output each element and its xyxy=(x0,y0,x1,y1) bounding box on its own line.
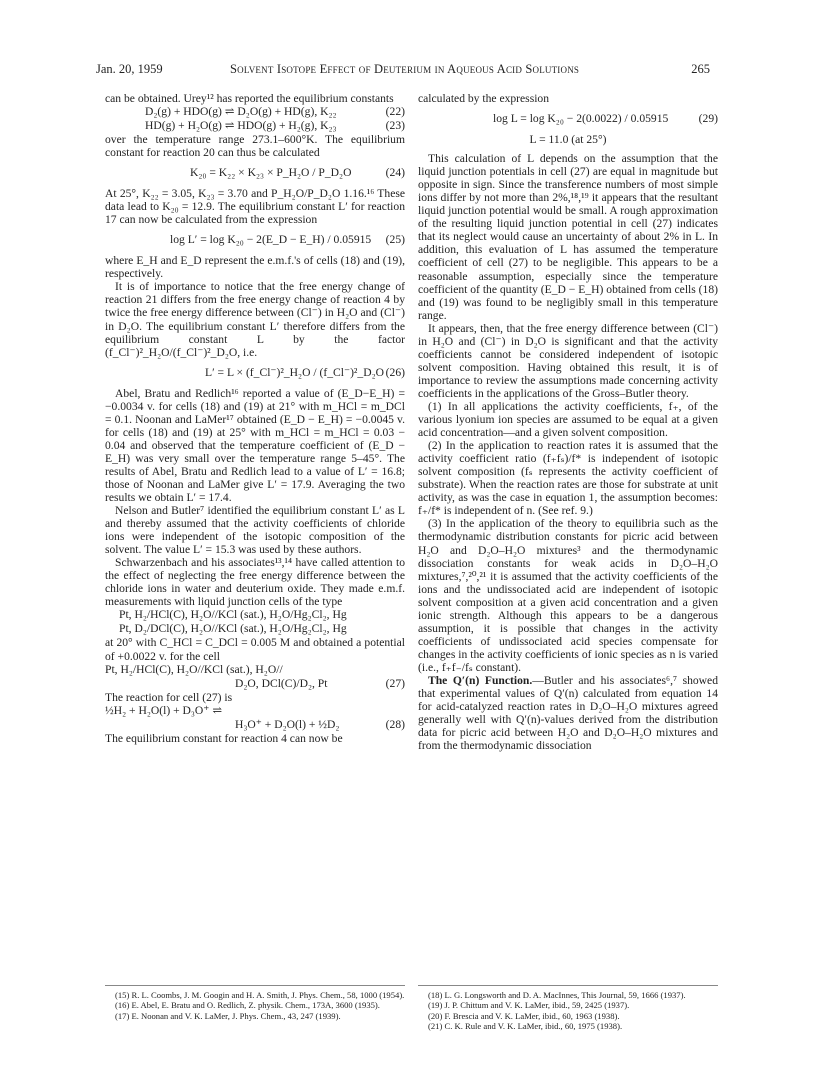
paragraph: This calculation of L depends on the assumption that the liquid junction potentials in cell (27) are equal in magnitude but opposite in sign. Since the transference numbers of most simple ions differ by not more than 2%,¹⁸,¹⁹ it appears that the resultant liquid junction potential would be small. A rough approximation of the resulting liquid junction potential in cell (27) indicates that its neglect would cause an uncertainty of about 2% in L. In addition, this evaluation of L has assumed the temperature coefficient of cell (27) to be negligible. This appears to be a reasonable assumption, especially since the temperature coefficient of the quantity (E_D − E_H) obtained from cells (18) and (19) was found to be negligibly small in this temperature range. xyxy=(418,152,718,322)
paragraph: can be obtained. Urey¹² has reported the equilibrium constants xyxy=(105,92,394,105)
footnote-rule xyxy=(105,985,405,986)
paragraph: over the temperature range 273.1–600°K. The equilibrium constant for reaction 20 can thus be calculated xyxy=(105,133,405,160)
section-run-in: The Q′(n) Function. xyxy=(428,673,533,687)
equation-22: D₂(g) + HDO(g) ⇌ D₂O(g) + HD(g), K₂₂ (22) xyxy=(145,105,405,119)
equation-26: L′ = L × (f_Cl⁻)²_H₂O / (f_Cl⁻)²_D₂O (26) xyxy=(205,365,405,379)
equation-28-cont: H₃O⁺ + D₂O(l) + ½D₂ (28) xyxy=(235,717,405,731)
paragraph: At 25°, K₂₂ = 3.05, K₂₃ = 3.70 and P_H₂O/P_D₂O 1.16.¹⁶ These data lead to K₂₀ = 12.9. The equilibrium constant L′ for reaction 17 can now be calculated from the expression xyxy=(105,187,405,227)
left-column xyxy=(105,92,405,745)
right-footnotes xyxy=(418,990,718,1032)
paragraph: The Q′(n) Function.—Butler and his associates⁶,⁷ showed that experimental values of Q′(n) calculated from equation 14 for acid-catalyzed reaction rates in D₂O–H₂O mixtures agreed generally well with Q′(n)-values derived from the distribution data for picric acid between H₂O and D₂O–H₂O mixtures and from the thermodynamic dissociation xyxy=(418,673,718,753)
paragraph: The equilibrium constant for reaction 4 can now be xyxy=(105,731,343,745)
cell-27: Pt, H₂/HCl(C), H₂O//KCl (sat.), H₂O// xyxy=(105,662,283,676)
equation-28: ½H₂ + H₂O(l) + D₃O⁺ ⇌ xyxy=(105,703,223,717)
cell-27-cont: D₂O, DCl(C)/D₂, Pt (27) xyxy=(235,676,405,690)
footnote: (17) E. Noonan and V. K. LaMer, J. Phys. Chem., 43, 247 (1939). xyxy=(115,1010,341,1021)
page-number: 265 xyxy=(691,62,710,76)
footnote: (18) L. G. Longsworth and D. A. MacInnes, This Journal, 59, 1666 (1937). xyxy=(428,990,686,1000)
paragraph: It appears, then, that the free energy difference between (Cl⁻) in H₂O and (Cl⁻) in D₂O is significant and that the activity coefficients cannot be considered independent of isotopic solvent composition. Having obtained this result, it is of importance to review the assumptions made concerning activity coefficients in the applications of the Gross–Butler theory. xyxy=(418,321,718,400)
cell-formula: Pt, D₂/DCl(C), H₂O//KCl (sat.), H₂O/Hg₂Cl₂, Hg xyxy=(119,622,347,636)
paragraph: at 20° with C_HCl = C_DCl = 0.005 M and obtained a potential of +0.0022 v. for the cell xyxy=(105,636,405,663)
running-header xyxy=(96,62,710,80)
running-title: Solvent Isotope Effect of Deuterium in Aqueous Acid Solutions xyxy=(230,62,580,76)
equation-L: L = 11.0 (at 25°) xyxy=(529,133,607,147)
paragraph: It is of importance to notice that the free energy change of reaction 21 differs from the free energy change of reaction 4 by twice the free energy difference between (Cl⁻) in H₂O and (Cl⁻) in D₂O. The equilibrium constant L′ therefore differs from the equilibrium constant L by the factor (f_Cl⁻)²_H₂O/(f_Cl⁻)²_D₂O, i.e. xyxy=(105,280,405,359)
footnote: (20) F. Brescia and V. K. LaMer, ibid., 60, 1963 (1938). xyxy=(428,1010,620,1021)
paragraph: Abel, Bratu and Redlich¹⁶ reported a value of (E_D−E_H) = −0.0034 v. for cells (18) and (19) at 21° with m_HCl = m_DCl = 0.1. Noonan and LaMer¹⁷ obtained (E_D − E_H) = −0.0045 v. for cells (18) and (19) at 25° with m_HCl = m_HCl = 0.03 − 0.04 and observed that the temperature coefficient of (E_D − E_H) was very small over the temperature range 5–45°. The results of Abel, Bratu and Redlich lead to a value of L′ = 16.8; those of Noonan and LaMer give L′ = 17.9. Averaging the two results we obtain L′ = 17.4. xyxy=(105,386,405,505)
equation-29: log L = log K₂₀ − 2(0.0022) / 0.05915 (29) xyxy=(493,112,718,126)
paragraph: calculated by the expression xyxy=(418,92,550,105)
footnote-rule xyxy=(418,985,718,986)
footnote: (16) E. Abel, E. Bratu and O. Redlich, Z. physik. Chem., 173A, 3600 (1935). xyxy=(115,1000,380,1011)
paragraph: (2) In the application to reaction rates it is assumed that the activity coefficient ratio (f₊fₛ)/f* is independent of isotopic solvent composition (fₛ represents the activity coefficient of substrate). When the reaction rates are those for substrate at unit activity, as was the case in equation 1, the assumption becomes: f₊/f* is independent of n. (See ref. 9.) xyxy=(418,439,718,518)
footnote: (19) J. P. Chittum and V. K. LaMer, ibid., 59, 2425 (1937). xyxy=(428,1000,630,1011)
left-footnotes xyxy=(105,990,405,1021)
equation-24: K₂₀ = K₂₂ × K₂₃ × P_H₂O / P_D₂O (24) xyxy=(190,166,405,180)
paragraph: The reaction for cell (27) is xyxy=(105,690,233,704)
paragraph: (1) In all applications the activity coefficients, f₊, of the various lyonium ion species are assumed to be equal at a given acid concentration—and a given solvent composition. xyxy=(418,399,718,440)
right-column xyxy=(418,92,718,752)
equation-23: HD(g) + H₂O(g) ⇌ HDO(g) + H₂(g), K₂₃ (23) xyxy=(145,119,405,133)
paragraph: Nelson and Butler⁷ identified the equilibrium constant L′ as L and thereby assumed that the activity coefficients of chloride ions were independent of the isotopic composition of the solvent. The value L′ = 15.3 was used by these authors. xyxy=(105,504,405,557)
issue-date: Jan. 20, 1959 xyxy=(96,62,163,76)
paragraph: (3) In the application of the theory to equilibria such as the thermodynamic distribution constants for picric acid between H₂O and D₂O–H₂O mixtures³ and the thermodynamic dissociation constants for weak acids in D₂O–H₂O mixtures,⁷,²⁰,²¹ it is assumed that the activity coefficients of the ions and the undissociated acid are independent of isotopic solvent composition at a given acid concentration and a given ionic strength. Although this appears to be a dangerous assumption, it is possible that changes in the activity coefficients of undissociated acid species compensate for changes in the activity coefficients of ionic species as n is varied (i.e., f₊f₋/fₛ constant). xyxy=(418,517,718,674)
paragraph: Schwarzenbach and his associates¹³,¹⁴ have called attention to the effect of neglecting the free energy difference between the chloride ions in water and deuterium oxide. They made e.m.f. measurements with liquid junction cells of the type xyxy=(105,556,405,609)
equation-25: log L′ = log K₂₀ − 2(E_D − E_H) / 0.05915 (25) xyxy=(170,233,405,247)
cell-formula: Pt, H₂/HCl(C), H₂O//KCl (sat.), H₂O/Hg₂Cl₂, Hg xyxy=(119,608,347,622)
footnote: (21) C. K. Rule and V. K. LaMer, ibid., 60, 1975 (1938). xyxy=(428,1021,623,1032)
footnote: (15) R. L. Coombs, J. M. Googin and H. A. Smith, J. Phys. Chem., 58, 1000 (1954). xyxy=(115,990,405,1000)
paragraph: where E_H and E_D represent the e.m.f.'s of cells (18) and (19), respectively. xyxy=(105,254,405,281)
